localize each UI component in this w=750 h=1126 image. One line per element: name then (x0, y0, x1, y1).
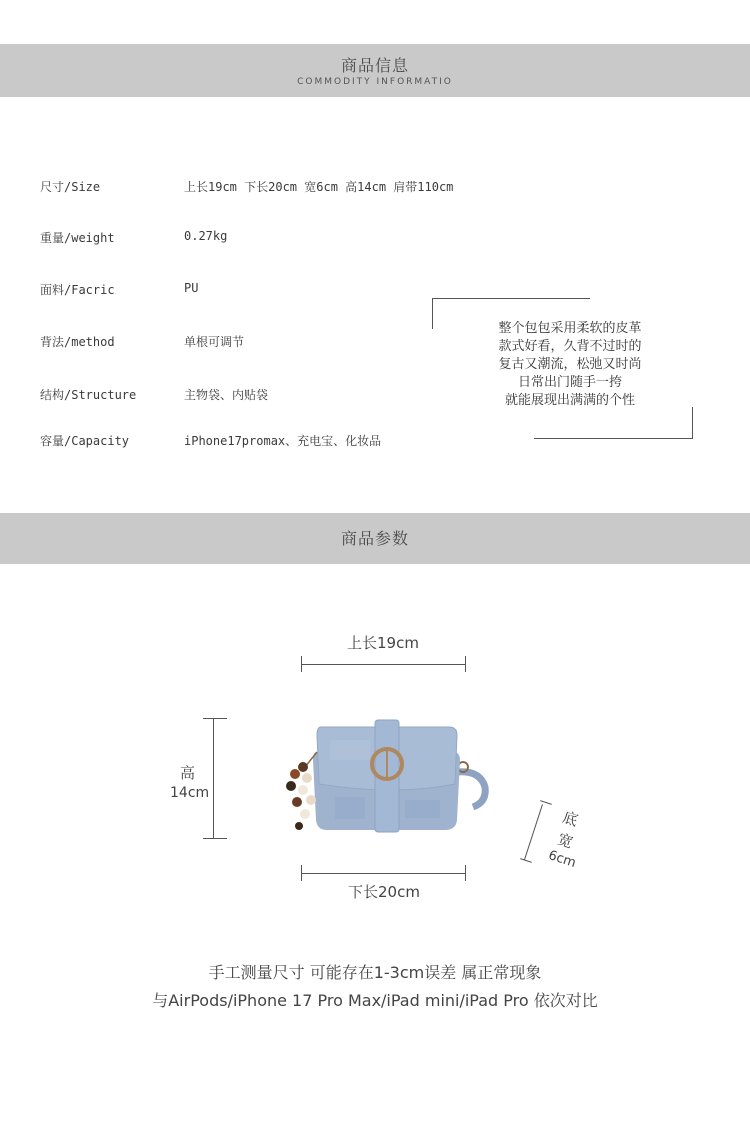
bracket-right-line (692, 407, 693, 439)
bag-image (275, 712, 505, 862)
description-line: 整个包包采用柔软的皮革 (498, 321, 642, 336)
texture-patch (335, 797, 365, 819)
bracket-left-line (432, 298, 433, 329)
height-label: 高 (180, 764, 196, 782)
bead (298, 762, 308, 772)
spec-value: PU (184, 281, 199, 295)
depth-tick-bottom (520, 858, 532, 863)
bead (306, 795, 316, 805)
description-line: 就能展现出满满的个性 (504, 393, 635, 408)
top-length-line (301, 664, 465, 665)
bead (286, 781, 296, 791)
bottom-length-tick-left (301, 865, 302, 881)
depth-label-2: 宽 (555, 830, 576, 852)
description-text (470, 320, 670, 410)
measurement-note: 手工测量尺寸 可能存在1-3cm误差 属正常现象 (208, 963, 542, 982)
depth-label-3: 6cm (546, 848, 578, 871)
comparison-note: 与AirPods/iPhone 17 Pro Max/iPad mini/iPad Pro 依次对比 (152, 991, 598, 1010)
bead (300, 809, 310, 819)
description-line: 复古又潮流，松弛又时尚 (498, 357, 642, 372)
spec-value: iPhone17promax、充电宝、化妆品 (184, 434, 382, 448)
height-tick-bottom (203, 838, 227, 839)
bead (295, 822, 303, 830)
section-title: 商品信息 (340, 56, 409, 75)
spec-label: 重量/weight (40, 231, 115, 245)
bottom-length-line (301, 873, 465, 874)
bottom-length-label: 下长20cm (348, 883, 420, 901)
height-value: 14cm (170, 785, 210, 801)
spec-value: 上长19cm 下长20cm 宽6cm 高14cm 肩带110cm (184, 180, 454, 194)
spec-value: 主物袋、内贴袋 (184, 388, 269, 402)
bead (290, 769, 300, 779)
spec-label: 尺寸/Size (40, 180, 101, 194)
description-line: 日常出门随手一挎 (517, 375, 622, 390)
bracket-bottom-line (534, 438, 692, 439)
bead (298, 785, 308, 795)
section-subtitle: COMMODITY INFORMATIO (297, 77, 453, 87)
spec-label: 结构/Structure (40, 388, 137, 402)
top-length-label: 上长19cm (347, 634, 419, 652)
strap (457, 772, 485, 807)
section-header-band (0, 513, 750, 564)
bead (292, 797, 302, 807)
bottom-length-tick-right (465, 865, 466, 881)
spec-label: 面料/Facric (40, 283, 115, 297)
height-tick-top (203, 718, 227, 719)
bracket-top-line (432, 298, 590, 299)
top-length-tick-left (301, 656, 302, 672)
spec-label: 容量/Capacity (40, 434, 130, 448)
bead (302, 773, 312, 783)
top-length-tick-right (465, 656, 466, 672)
texture-patch (330, 740, 370, 760)
spec-value: 0.27kg (184, 229, 228, 243)
description-line: 款式好看，久背不过时的 (498, 339, 642, 354)
texture-patch (405, 800, 440, 818)
depth-line (524, 804, 543, 859)
section-title: 商品参数 (340, 529, 409, 548)
depth-label-1: 底 (560, 808, 581, 830)
spec-value: 单根可调节 (184, 335, 245, 349)
height-line (213, 718, 214, 838)
section-header-band (0, 44, 750, 97)
spec-label: 背法/method (40, 335, 115, 349)
